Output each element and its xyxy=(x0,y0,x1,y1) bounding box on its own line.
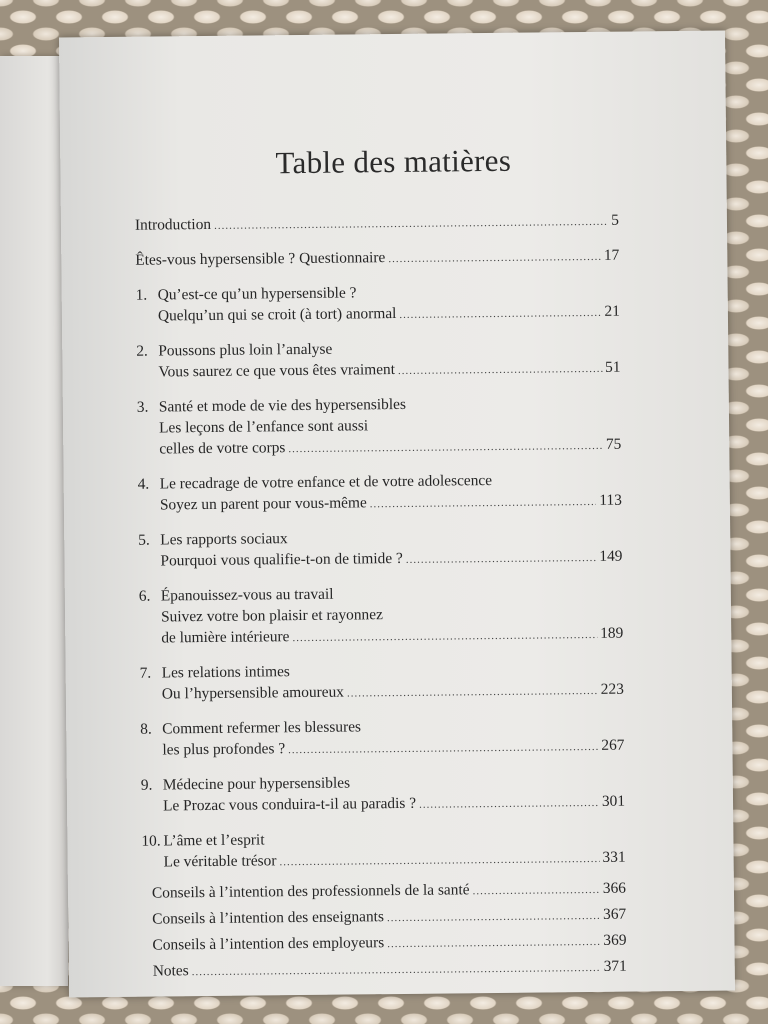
entry-text: Qu’est-ce qu’un hypersensible ? xyxy=(157,284,357,304)
chapter-number: 5. xyxy=(138,531,150,549)
dot-leader xyxy=(347,681,598,705)
page-number: 75 xyxy=(605,435,622,453)
entry-text: Suivez votre bon plaisir et rayonnez xyxy=(160,606,383,626)
chapter-number: 10. xyxy=(141,832,161,850)
dot-leader xyxy=(279,849,599,873)
toc-entry xyxy=(138,525,622,574)
page-number: 367 xyxy=(603,905,627,923)
chapter-number: 2. xyxy=(136,342,148,360)
toc-line xyxy=(140,679,624,707)
entry-text: Quelqu’un qui se croit (à tort) anormal xyxy=(157,304,397,325)
dot-leader xyxy=(387,931,600,955)
toc-entry xyxy=(135,245,619,273)
entry-text: Épanouissez-vous au travail xyxy=(160,585,334,605)
dot-leader xyxy=(288,737,598,761)
page-number: 189 xyxy=(600,624,624,642)
page-number: 149 xyxy=(599,547,623,565)
entry-text: Médecine pour hypersensibles xyxy=(162,774,351,794)
dot-leader xyxy=(388,247,601,270)
toc-extras xyxy=(142,878,627,984)
page-number: 267 xyxy=(601,736,625,754)
toc-line xyxy=(135,210,619,238)
toc-entry xyxy=(135,210,619,238)
toc-entry xyxy=(139,581,624,651)
entry-text: Notes xyxy=(152,962,189,980)
page-number: 331 xyxy=(602,848,626,866)
entry-text: Vous saurez ce que vous êtes vraiment xyxy=(158,361,396,381)
entry-text: Conseils à l’intention des professionnels de la santé xyxy=(151,881,470,902)
entry-text: L’âme et l’esprit xyxy=(163,831,265,850)
entry-text: Soyez un parent pour vous-même xyxy=(159,494,367,514)
toc-line xyxy=(135,245,619,273)
toc-line xyxy=(153,956,627,984)
dot-leader xyxy=(292,625,597,649)
entry-text: de lumière intérieure xyxy=(161,628,290,647)
entry-text: Conseils à l’intention des enseignants xyxy=(152,908,384,928)
toc-entry xyxy=(136,280,620,329)
chapter-number: 3. xyxy=(136,398,149,416)
left-page-edge xyxy=(0,56,68,986)
toc-line xyxy=(152,878,626,906)
dot-leader xyxy=(398,359,602,382)
toc-line xyxy=(142,847,626,875)
entry-text: Le recadrage de votre enfance et de votre adolescence xyxy=(159,472,493,493)
toc-entry xyxy=(140,658,624,707)
page-number: 21 xyxy=(604,302,620,320)
entry-text: Ou l’hypersensible amoureux xyxy=(161,683,345,703)
entry-text: Les rapports sociaux xyxy=(160,530,288,549)
chapter-number: 8. xyxy=(140,720,152,738)
entry-text: Les relations intimes xyxy=(161,663,290,682)
dot-leader xyxy=(370,492,597,515)
entry-text: Les leçons de l’enfance sont aussi xyxy=(158,417,369,437)
table-of-contents xyxy=(135,210,627,987)
chapter-number: 6. xyxy=(138,587,151,605)
entry-text: Êtes-vous hypersensible ? Questionnaire xyxy=(135,249,386,269)
dot-leader xyxy=(399,303,601,326)
entry-text: Comment refermer les blessures xyxy=(162,718,362,738)
dot-leader xyxy=(406,548,597,571)
entry-text: Introduction xyxy=(134,215,212,234)
book-page xyxy=(59,31,735,998)
page-number: 223 xyxy=(600,680,624,698)
chapter-number: 4. xyxy=(137,475,150,493)
chapter-number: 1. xyxy=(135,286,148,304)
toc-entry xyxy=(141,770,625,819)
dot-leader xyxy=(472,879,600,902)
page-title: Table des matières xyxy=(275,142,512,181)
entry-text: les plus profondes ? xyxy=(162,740,286,759)
dot-leader xyxy=(288,436,603,460)
toc-line xyxy=(136,357,620,385)
toc-line xyxy=(152,904,626,932)
dot-leader xyxy=(387,905,600,929)
page-number: 51 xyxy=(604,358,621,376)
toc-line xyxy=(137,434,621,462)
dot-leader xyxy=(419,793,599,816)
toc-line xyxy=(136,301,620,329)
page-number: 369 xyxy=(603,931,627,949)
dot-leader xyxy=(214,212,608,237)
toc-line xyxy=(140,735,624,763)
page-number: 366 xyxy=(602,879,627,897)
page-number: 5 xyxy=(611,211,620,229)
toc-entry xyxy=(141,826,625,875)
toc-entry xyxy=(136,336,620,385)
toc-line xyxy=(139,623,623,651)
entry-text: Le véritable trésor xyxy=(163,852,277,871)
chapter-number: 7. xyxy=(139,664,152,682)
chapter-number: 9. xyxy=(140,776,153,794)
toc-entry xyxy=(140,714,624,763)
page-number: 17 xyxy=(603,246,620,264)
toc-line xyxy=(141,791,625,819)
entry-text: Le Prozac vous conduira-t-il au paradis ? xyxy=(162,794,417,815)
toc-entry xyxy=(138,469,622,518)
entry-text: Santé et mode de vie des hypersensibles xyxy=(158,395,406,416)
entry-text: Poussons plus loin l’analyse xyxy=(158,340,333,360)
toc-line xyxy=(138,490,622,518)
page-number: 301 xyxy=(601,792,626,810)
dot-leader xyxy=(192,957,601,983)
toc-entry xyxy=(137,392,622,462)
entry-text: celles de votre corps xyxy=(159,439,286,458)
page-number: 113 xyxy=(599,491,622,509)
entry-text: Pourquoi vous qualifie-t-on de timide ? xyxy=(160,549,403,570)
page-number: 371 xyxy=(603,957,627,975)
toc-line xyxy=(138,546,622,574)
toc-line xyxy=(152,930,626,958)
entry-text: Conseils à l’intention des employeurs xyxy=(152,934,385,954)
